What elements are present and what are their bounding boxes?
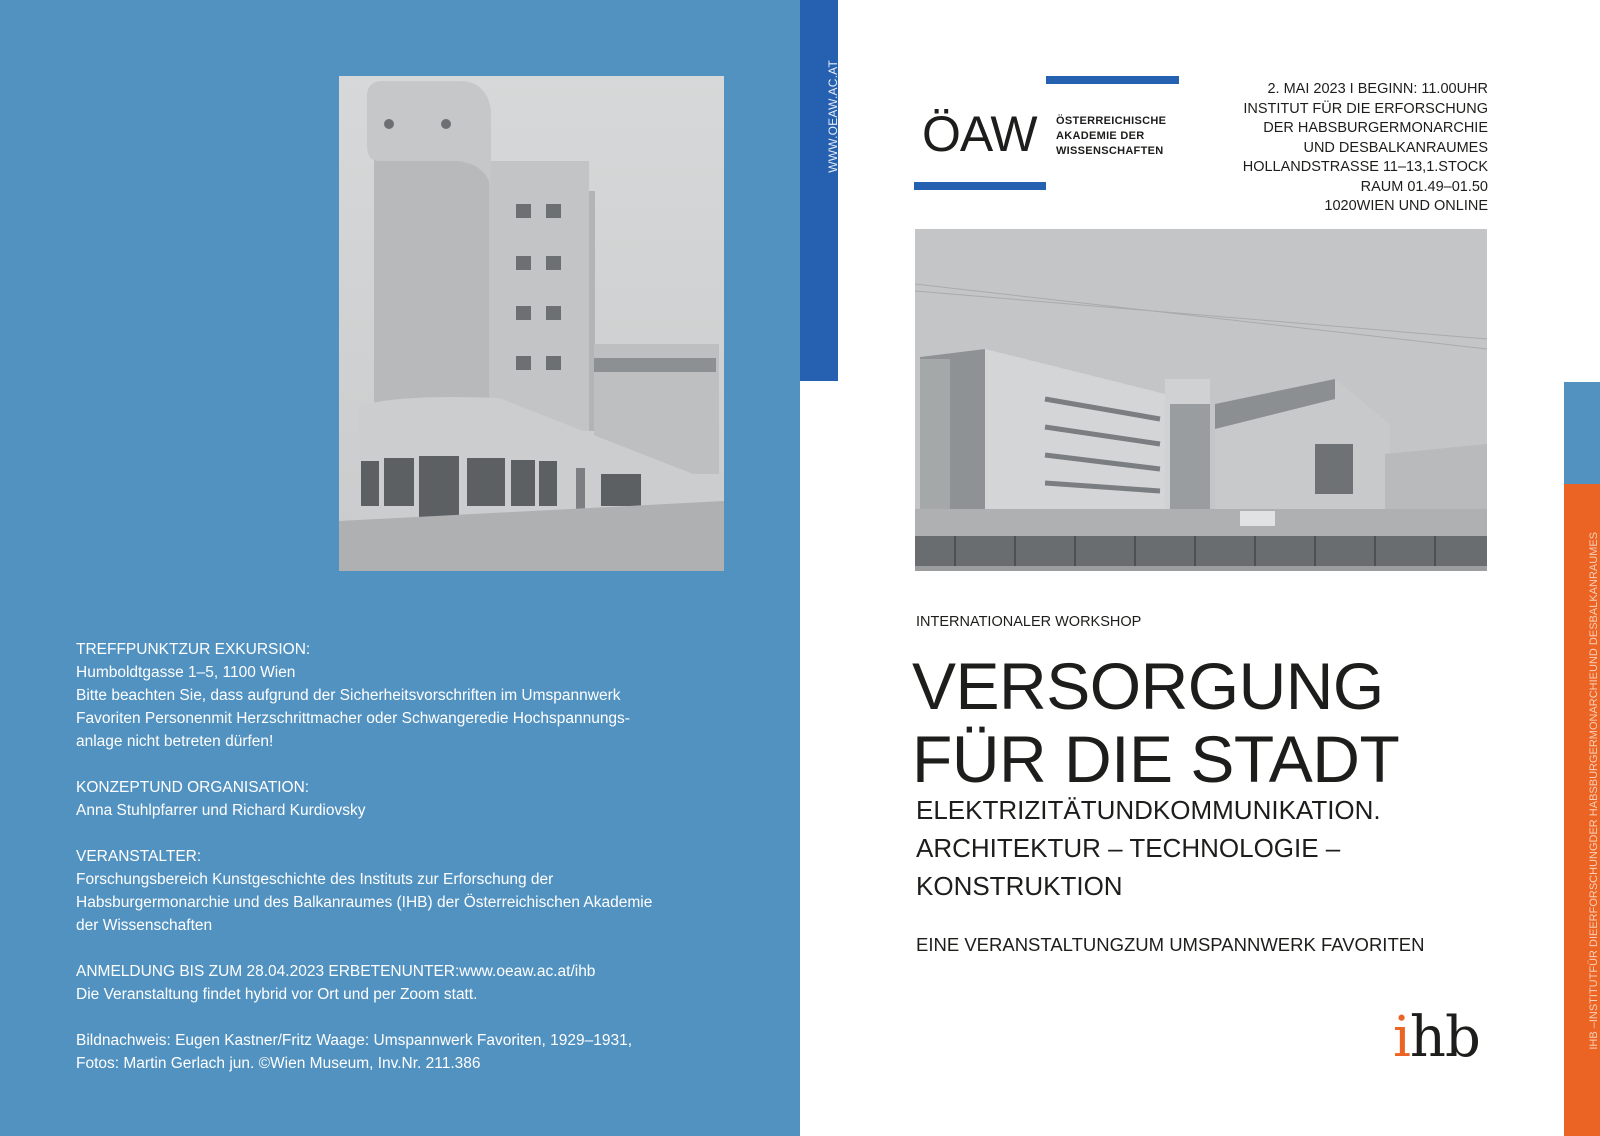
- event-date-time: 2. MAI 2023 I BEGINN: 11.00UHR: [1267, 81, 1488, 97]
- event-room: RAUM 01.49–01.50: [1360, 178, 1488, 195]
- event-venue: UND DESBALKANRAUMES: [1303, 139, 1488, 156]
- registration-note: Die Veranstaltung findet hybrid vor Ort und per Zoom statt.: [76, 986, 478, 1003]
- event-city: 1020WIEN UND ONLINE: [1324, 198, 1488, 214]
- ihb-logo-i: i: [1393, 1005, 1410, 1070]
- oeaw-url-strip: [800, 0, 838, 381]
- logo-name-line: ÖSTERREICHISCHE: [1056, 115, 1167, 127]
- concept-names: Anna Stuhlpfarrer und Richard Kurdiovsky: [76, 802, 366, 819]
- ihb-side-strip: [1564, 382, 1600, 1136]
- ihb-logo: [1393, 1005, 1480, 1070]
- registration-section: [76, 960, 776, 1006]
- image-credits: Fotos: Martin Gerlach jun. ©Wien Museum, Inv.Nr. 211.386: [76, 1055, 481, 1072]
- registration-heading[interactable]: ANMELDUNG BIS ZUM 28.04.2023 ERBETENUNTER:www.oeaw.ac.at/ihb: [76, 963, 596, 980]
- building-photo-complex: [915, 229, 1487, 571]
- event-venue: DER HABSBURGERMONARCHIE: [1263, 120, 1488, 136]
- event-title: [912, 650, 1399, 796]
- oeaw-url: WWW.OEAW.AC.AT: [826, 60, 840, 173]
- organizer-text: Forschungsbereich Kunstgeschichte des Instituts zur Erforschung der: [76, 871, 554, 888]
- event-subtitle-line: ARCHITEKTUR – TECHNOLOGIE –: [916, 833, 1341, 863]
- event-venue: INSTITUT FÜR DIE ERFORSCHUNG: [1243, 100, 1488, 117]
- meeting-point-note: Bitte beachten Sie, dass aufgrund der Sicherheitsvorschriften im Umspannwerk: [76, 687, 621, 704]
- event-address: HOLLANDSTRASSE 11–13,1.STOCK: [1242, 159, 1488, 175]
- logo-bar-bottom: [914, 182, 1046, 190]
- meeting-point-section: [76, 638, 776, 753]
- organizer-heading: VERANSTALTER:: [76, 848, 202, 865]
- building-photo-tower: [339, 76, 724, 571]
- image-credits: Bildnachweis: Eugen Kastner/Fritz Waage: Umspannwerk Favoriten, 1929–1931,: [76, 1032, 632, 1049]
- ihb-logo-hb: hb: [1409, 1005, 1480, 1070]
- meeting-point-heading: TREFFPUNKTZUR EXKURSION:: [76, 641, 311, 658]
- image-credits-section: [76, 1029, 776, 1075]
- oeaw-logo-mark: ÖAW: [922, 106, 1037, 162]
- organizer-section: [76, 845, 776, 937]
- logo-name-line: AKADEMIE DER: [1056, 130, 1145, 142]
- side-strip-blue: [1564, 382, 1600, 484]
- event-subtitle-line: KONSTRUKTION: [916, 871, 1123, 901]
- oeaw-logo: [914, 76, 1180, 192]
- concept-heading: KONZEPTUND ORGANISATION:: [76, 779, 310, 796]
- organizer-text: der Wissenschaften: [76, 917, 213, 934]
- logo-bar-top: [1046, 76, 1179, 84]
- concept-section: [76, 776, 776, 822]
- event-details-text: [76, 638, 776, 1098]
- event-tagline: EINE VERANSTALTUNGZUM UMSPANNWERK FAVORITEN: [916, 934, 1425, 955]
- meeting-point-address: Humboldtgasse 1–5, 1100 Wien: [76, 664, 296, 681]
- event-subtitle-line: ELEKTRIZITÄTUNDKOMMUNIKATION.: [916, 795, 1381, 825]
- logo-name-line: WISSENSCHAFTEN: [1056, 145, 1164, 157]
- ihb-institute-name: IHB –INSTITUTFÜR DIEERFORSCHUNGDER HABSBURGERMONARCHIEUND DESBALKANRAUMES: [1588, 532, 1600, 1050]
- photo-tower-image: [339, 76, 724, 571]
- meeting-point-note: anlage nicht betreten dürfen!: [76, 733, 274, 750]
- photo-complex-image: [915, 229, 1487, 571]
- event-subtitle: [916, 791, 1381, 905]
- workshop-label: INTERNATIONALER WORKSHOP: [916, 614, 1142, 630]
- meeting-point-note: Favoriten Personenmit Herzschrittmacher oder Schwangeredie Hochspannungs-: [76, 710, 630, 727]
- oeaw-logo-name: [1056, 114, 1166, 159]
- event-title-line: VERSORGUNG: [912, 649, 1384, 723]
- event-info: [1243, 80, 1488, 217]
- organizer-text: Habsburgermonarchie und des Balkanraumes (IHB) der Österreichischen Akademie: [76, 894, 653, 911]
- event-title-line: FÜR DIE STADT: [912, 722, 1400, 796]
